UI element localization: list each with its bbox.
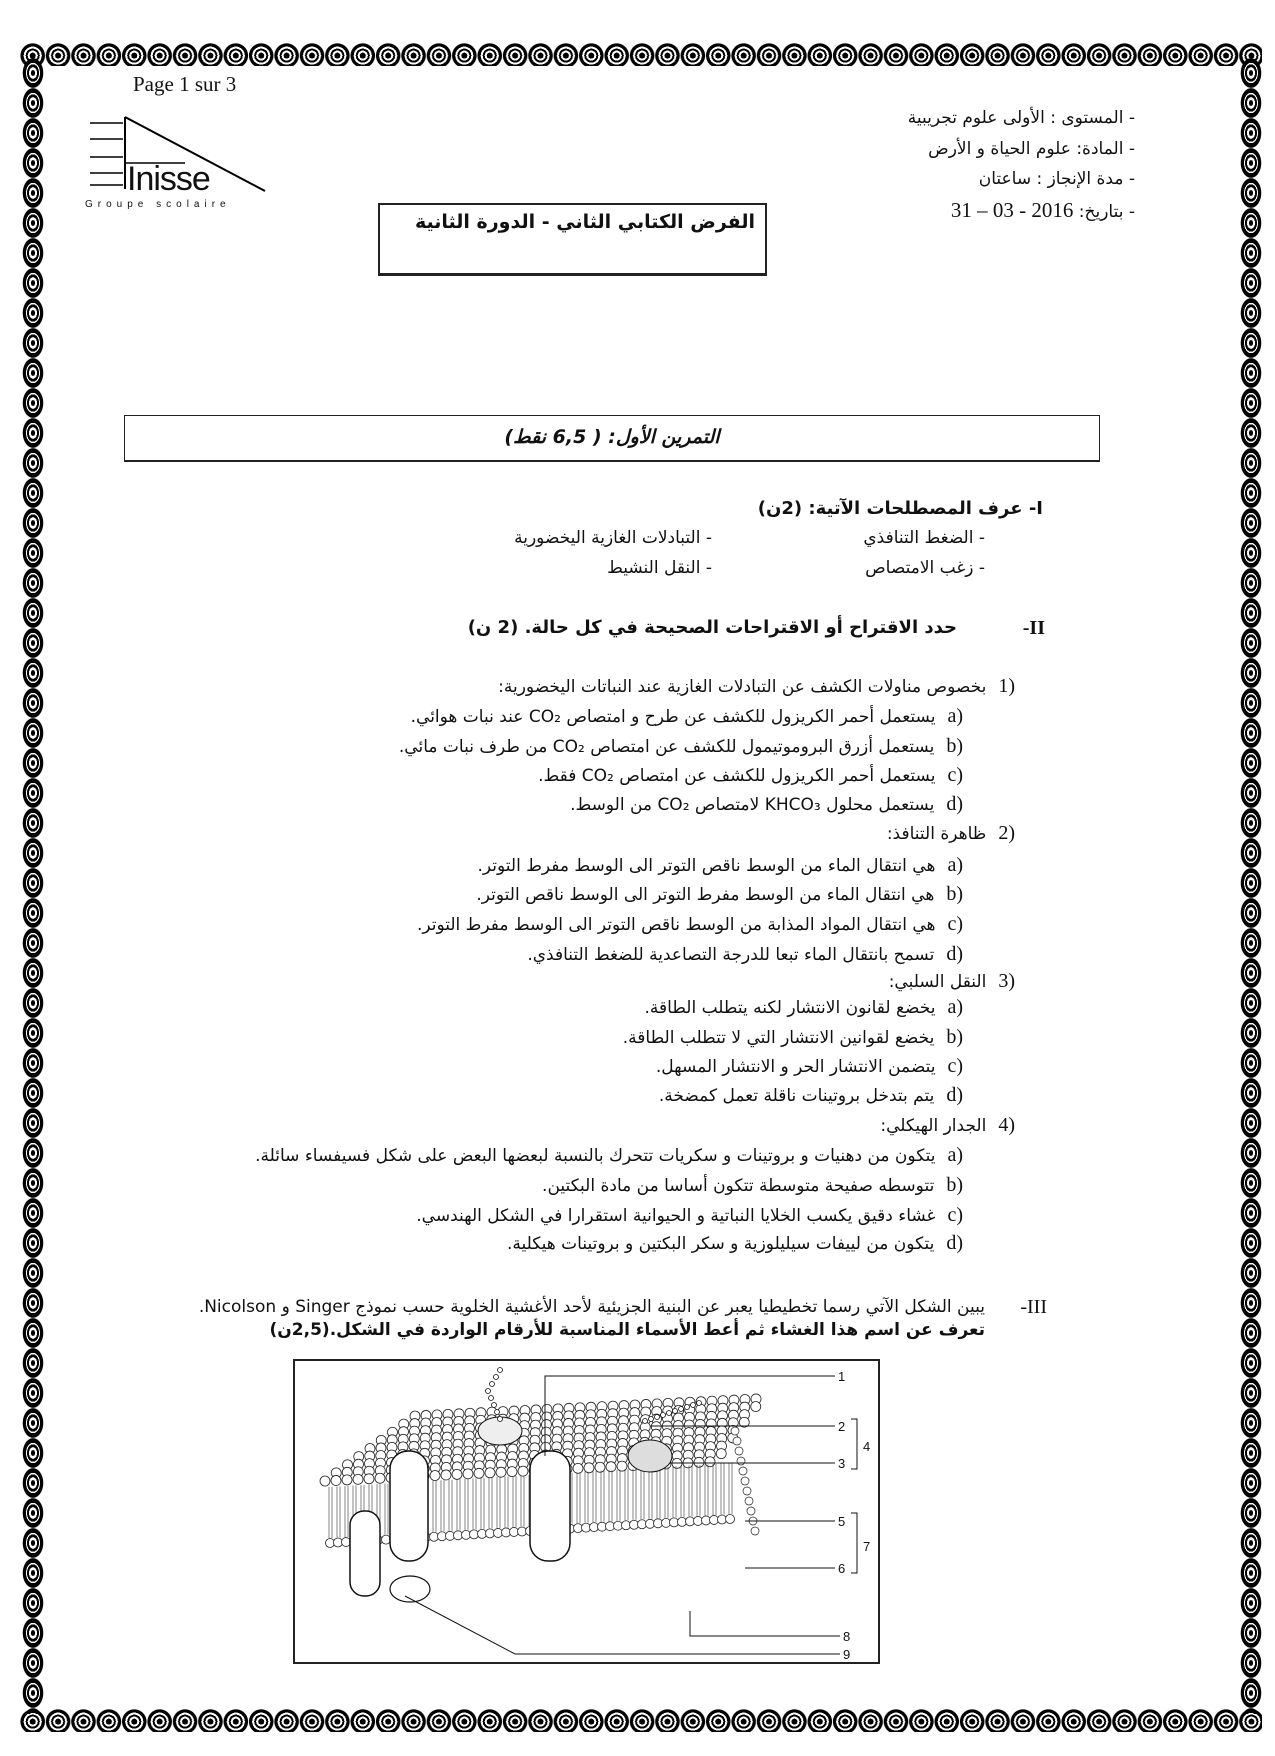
option-letter: b): [946, 883, 963, 905]
option-text: يستعمل أزرق البروموتيمول للكشف عن امتصاص CO₂ من طرف نبات مائي.: [398, 737, 935, 757]
term-2: - التبادلات الغازية اليخضورية: [514, 528, 712, 548]
option-3-b: [623, 1026, 963, 1049]
exercise-title: التمرين الأول: ( 6,5 نقط): [504, 426, 720, 448]
option-text: يخضع لقانون الانتشار لكنه يتطلب الطاقة.: [644, 998, 936, 1018]
question-1: [498, 675, 1015, 698]
date: [951, 198, 1135, 223]
exam-title: الفرض الكتابي الثاني - الدورة الثانية: [414, 211, 755, 233]
option-letter: c): [947, 1204, 963, 1226]
decorative-border-left: [22, 58, 44, 1714]
option-letter: c): [947, 913, 963, 935]
logo-name: Inisse: [127, 160, 210, 198]
exercise-title-box: [124, 415, 1100, 462]
duration: - مدة الإنجاز : ساعتان: [978, 169, 1135, 189]
option-text: يتضمن الانتشار الحر و الانتشار المسهل.: [655, 1057, 936, 1077]
part3-line1: يبين الشكل الآتي رسما تخطيطيا يعبر عن البنية الجزيئية لأحد الأغشية الخلوية حسب نموذج Singer و Nicolson.: [198, 1297, 985, 1317]
part1-heading: I- عرف المصطلحات الآتية: (2ن): [757, 498, 1043, 519]
option-text: تتوسطه صفيحة متوسطة تتكون أساسا من مادة البكتين.: [542, 1176, 935, 1196]
option-1-c: [538, 764, 963, 787]
exam-title-box: [378, 203, 767, 276]
decorative-border-top: [20, 40, 1262, 66]
option-letter: c): [947, 764, 963, 786]
option-letter: a): [947, 705, 963, 727]
part2-heading: حدد الاقتراح أو الاقتراحات الصحيحة في كل حالة. (2 ن): [467, 617, 957, 638]
question-number: 3): [998, 970, 1015, 992]
fluid-mosaic-membrane-diagram: [295, 1361, 878, 1662]
question-2: [887, 822, 1015, 845]
option-4-c: [416, 1204, 963, 1227]
figure-label-8: 8: [843, 1629, 851, 1644]
question-text: النقل السلبي:: [888, 972, 987, 992]
option-3-c: [656, 1055, 963, 1078]
question-3: [889, 970, 1015, 993]
option-3-a: [645, 996, 963, 1019]
option-text: يتم بتدخل بروتينات ناقلة تعمل كمضخة.: [658, 1086, 935, 1106]
option-4-a: [255, 1144, 963, 1167]
option-1-d: [570, 793, 963, 816]
option-text: يستعمل أحمر الكريزول للكشف عن طرح و امتصاص CO₂ عند نبات هوائي.: [410, 707, 936, 727]
option-text: غشاء دقيق يكسب الخلايا النباتية و الحيوانية استقرارا في الشكل الهندسي.: [416, 1206, 936, 1226]
figure-label-9: 9: [843, 1647, 851, 1662]
option-2-a: [477, 854, 963, 877]
option-text: يتكون من دهنيات و بروتينات و سكريات تتحرك بالنسبة لبعضها البعض على شكل فسيفساء سائلة.: [255, 1146, 936, 1166]
option-2-c: [417, 913, 963, 936]
decorative-border-bottom: [20, 1706, 1262, 1732]
option-letter: b): [946, 735, 963, 757]
option-text: يستعمل محلول KHCO₃ لامتصاص CO₂ من الوسط.: [570, 795, 935, 815]
page-number: Page 1 sur 3: [133, 72, 237, 96]
option-letter: a): [947, 996, 963, 1018]
figure-label-7: 7: [863, 1539, 871, 1554]
figure-label-3: 3: [838, 1456, 846, 1471]
option-letter: b): [946, 1174, 963, 1196]
option-1-b: [399, 735, 963, 758]
option-letter: a): [947, 854, 963, 876]
decorative-border-right: [1240, 58, 1262, 1714]
logo-subtitle: Groupe scolaire: [85, 199, 231, 210]
part3-number: -III: [1020, 1296, 1047, 1318]
question-text: ظاهرة التنافذ:: [886, 824, 987, 844]
option-letter: d): [946, 1084, 963, 1106]
question-4: [880, 1114, 1015, 1137]
option-letter: c): [947, 1055, 963, 1077]
option-text: يستعمل أحمر الكريزول للكشف عن امتصاص CO₂ فقط.: [538, 766, 936, 786]
figure-label-1: 1: [838, 1369, 846, 1384]
option-letter: d): [946, 1232, 963, 1254]
option-3-d: [659, 1084, 963, 1107]
option-letter: d): [946, 793, 963, 815]
figure-label-2: 2: [838, 1419, 846, 1434]
option-text: هي انتقال المواد المذابة من الوسط ناقص التوتر الى الوسط مفرط التوتر.: [416, 915, 936, 935]
level: - المستوى : الأولى علوم تجريبية: [907, 108, 1135, 128]
option-text: هي انتقال الماء من الوسط مفرط التوتر الى الوسط ناقص التوتر.: [476, 885, 935, 905]
question-text: الجدار الهيكلي:: [880, 1116, 987, 1136]
figure-label-6: 6: [838, 1561, 846, 1576]
option-letter: b): [946, 1026, 963, 1048]
option-letter: a): [947, 1144, 963, 1166]
option-letter: d): [946, 943, 963, 965]
question-text: بخصوص مناولات الكشف عن التبادلات الغازية عند النباتات اليخضورية:: [498, 677, 987, 697]
option-4-d: [507, 1232, 963, 1255]
date-value: 31 – 03 - 2016: [950, 198, 1074, 222]
figure-label-4: 4: [863, 1439, 871, 1454]
term-3: - زغب الامتصاص: [865, 558, 985, 578]
part2-number: -II: [1022, 617, 1045, 639]
option-text: هي انتقال الماء من الوسط ناقص التوتر الى الوسط مفرط التوتر.: [477, 856, 936, 876]
school-logo: [85, 113, 270, 213]
option-text: يتكون من لييفات سيليلوزية و سكر البكتين و بروتينات هيكلية.: [507, 1234, 935, 1254]
part3-line2: تعرف عن اسم هذا الغشاء ثم أعط الأسماء المناسبة للأرقام الواردة في الشكل.(2,5ن): [269, 1320, 985, 1340]
question-number: 4): [998, 1114, 1015, 1136]
option-2-b: [476, 883, 963, 906]
date-label: - بتاريخ:: [1078, 202, 1135, 222]
membrane-figure: [293, 1359, 880, 1664]
question-number: 2): [998, 822, 1015, 844]
option-1-a: [411, 705, 963, 728]
option-4-b: [542, 1174, 963, 1197]
option-text: تسمح بانتقال الماء تبعا للدرجة التصاعدية للضغط التنافذي.: [527, 945, 935, 965]
term-1: - الضغط التنافذي: [863, 528, 985, 548]
subject: - المادة: علوم الحياة و الأرض: [928, 139, 1135, 159]
option-2-d: [527, 943, 963, 966]
figure-label-5: 5: [838, 1514, 846, 1529]
option-text: يخضع لقوانين الانتشار التي لا تتطلب الطاقة.: [622, 1028, 935, 1048]
question-number: 1): [998, 675, 1015, 697]
term-4: - النقل النشيط: [607, 558, 712, 578]
